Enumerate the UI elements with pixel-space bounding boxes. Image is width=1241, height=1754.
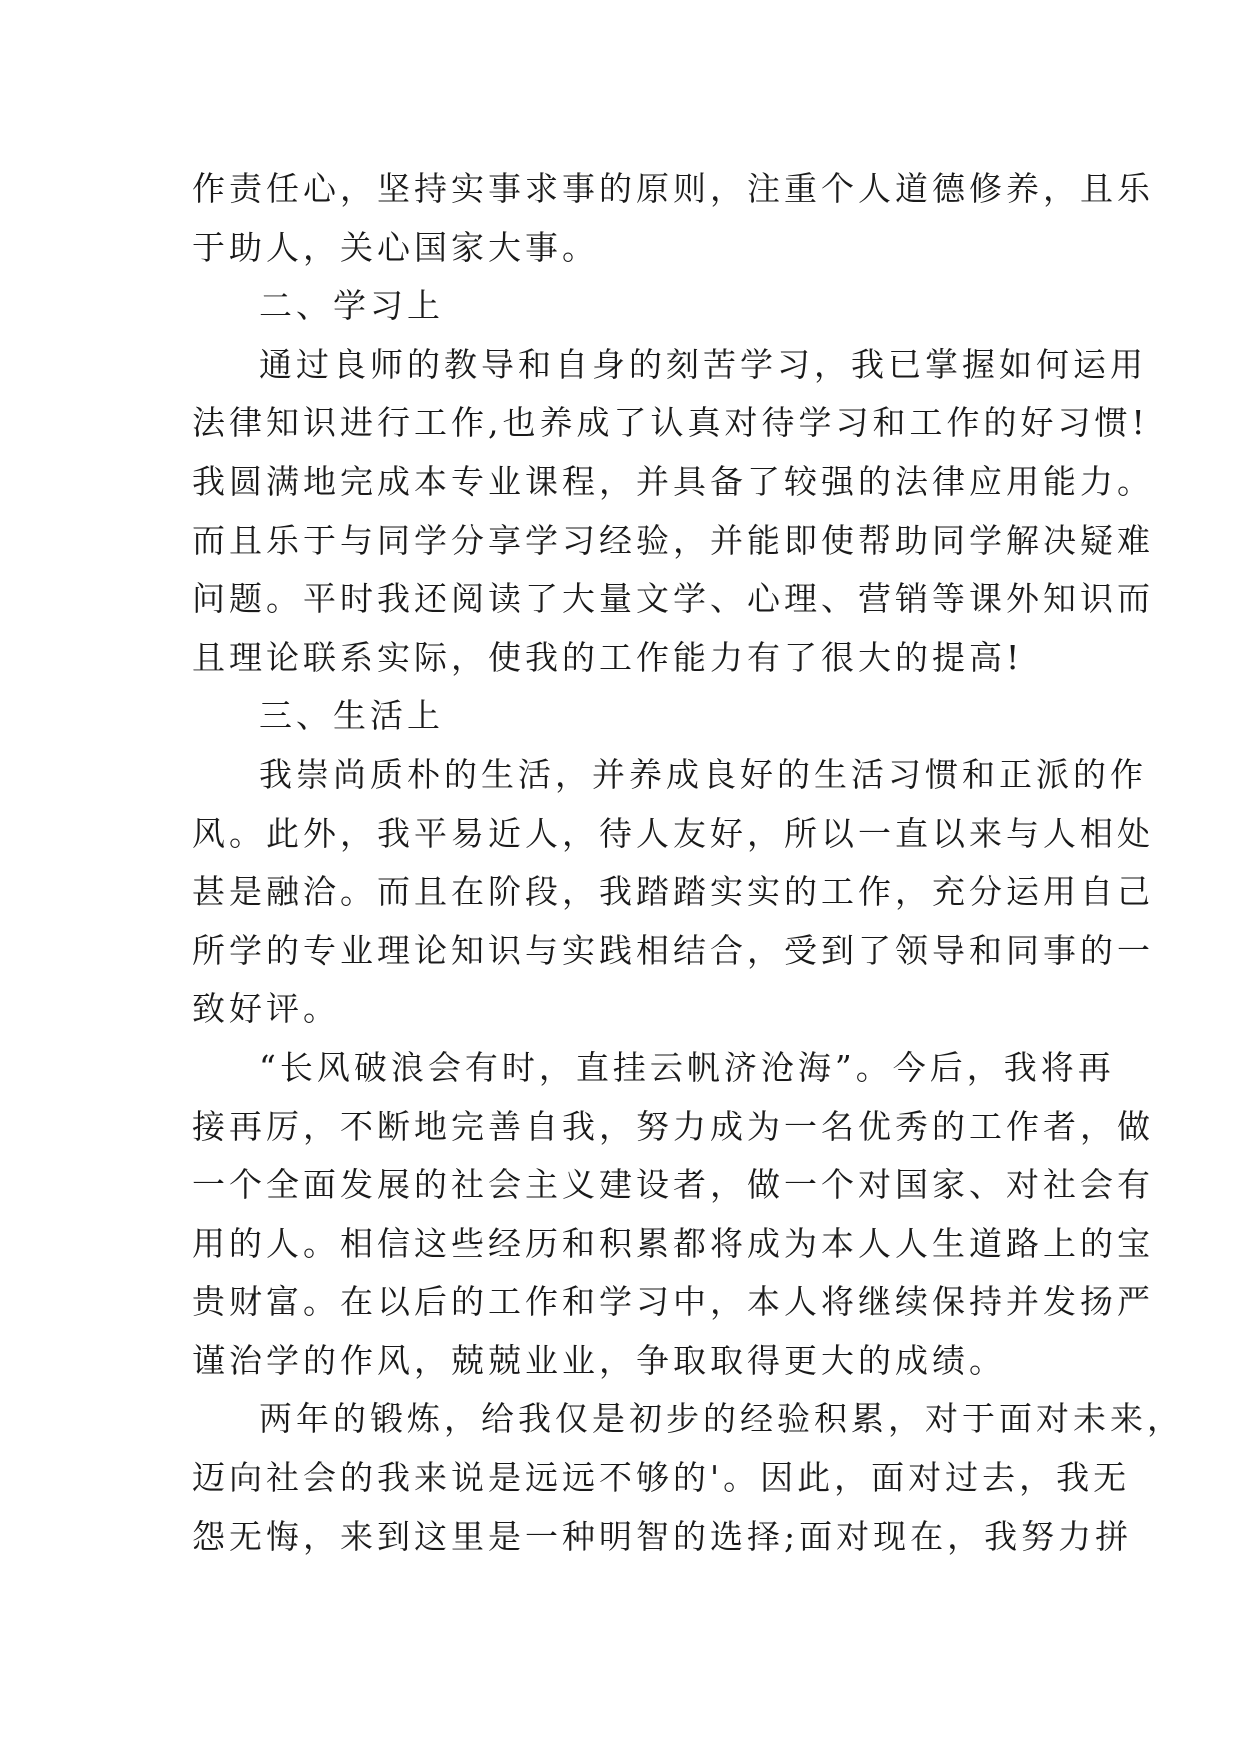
text-line: 致好评。 [192,989,340,1029]
text-line: 于助人，关心国家大事。 [192,227,599,267]
text-line: 而且乐于与同学分享学习经验，并能即使帮助同学解决疑难 [192,520,1154,560]
text-line: 一个全面发展的社会主义建设者，做一个对国家、对社会有 [192,1165,1154,1205]
text-line: 作责任心，坚持实事求事的原则，注重个人道德修养，且乐 [192,169,1154,208]
text-line: 所学的专业理论知识与实践相结合，受到了领导和同事的一 [192,930,1154,970]
text-line: “长风破浪会有时，直挂云帆济沧海”。今后，我将再 [259,1047,1115,1087]
text-line: 我圆满地完成本专业课程，并具备了较强的法律应用能力。 [192,461,1154,501]
text-line: 怨无悔，来到这里是一种明智的选择;面对现在，我努力拼 [192,1516,1133,1556]
text-line: 迈向社会的我来说是远远不够的'。因此，面对过去，我无 [192,1458,1131,1498]
text-line: 谨治学的作风，兢兢业业，争取取得更大的成绩。 [192,1340,1006,1380]
text-line: 问题。平时我还阅读了大量文学、心理、营销等课外知识而 [192,579,1154,619]
text-line: 两年的锻炼，给我仅是初步的经验积累，对于面对未来， [259,1399,1184,1439]
document-body [192,160,1184,1566]
section-heading-study: 二、学习上 [259,286,444,326]
text-line: 通过良师的教导和自身的刻苦学习，我已掌握如何运用 [259,344,1147,384]
text-line: 甚是融洽。而且在阶段，我踏踏实实的工作，充分运用自己 [192,872,1154,912]
text-line: 接再厉，不断地完善自我，努力成为一名优秀的工作者，做 [192,1106,1154,1146]
text-line: 风。此外，我平易近人，待人友好，所以一直以来与人相处 [192,813,1154,853]
text-line: 我崇尚质朴的生活，并养成良好的生活习惯和正派的作 [259,754,1147,794]
text-line: 且理论联系实际，使我的工作能力有了很大的提高! [192,637,1024,677]
text-line: 用的人。相信这些经历和积累都将成为本人人生道路上的宝 [192,1223,1154,1263]
text-line: 贵财富。在以后的工作和学习中，本人将继续保持并发扬严 [192,1282,1154,1322]
section-heading-life: 三、生活上 [259,696,444,736]
text-line: 法律知识进行工作,也养成了认真对待学习和工作的好习惯! [192,403,1149,443]
